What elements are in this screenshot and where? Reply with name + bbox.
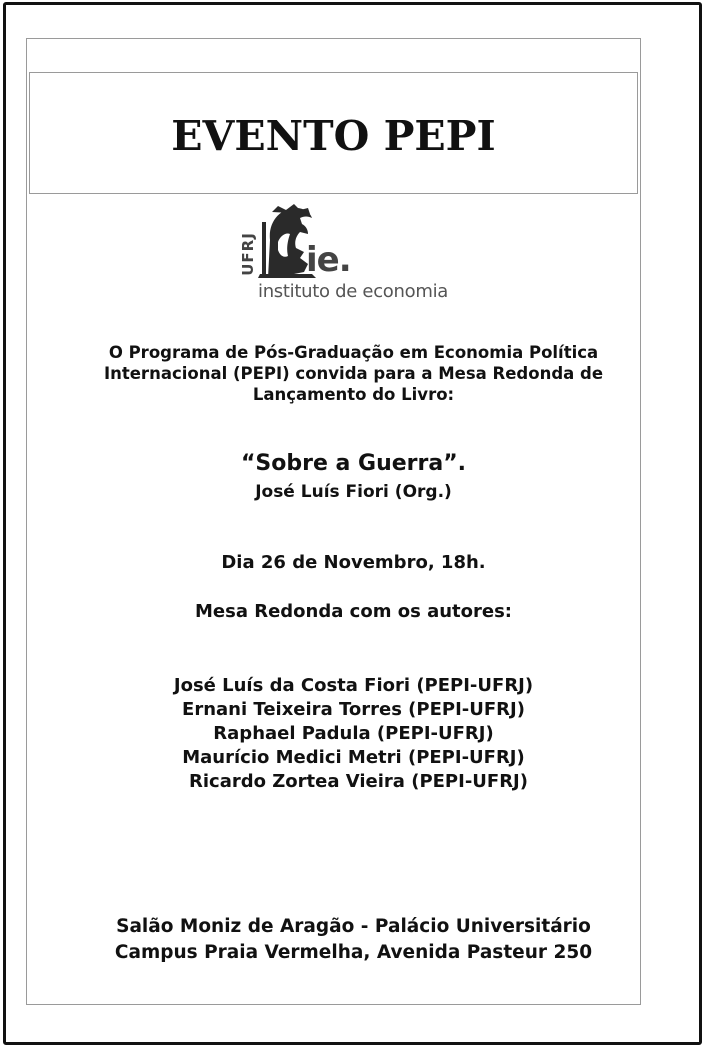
intro-line-3: Lançamento do Livro:: [252, 385, 455, 404]
venue: [0, 914, 707, 966]
event-title: EVENTO PEPI: [171, 112, 496, 160]
logo-caption: instituto de economia: [258, 281, 448, 302]
venue-line-2: Campus Praia Vermelha, Avenida Pasteur 250: [114, 942, 593, 963]
intro-line-2: Internacional (PEPI) convida para a Mesa Redonda de: [103, 364, 604, 383]
book-title: “Sobre a Guerra”.: [240, 451, 467, 476]
author-item: Ricardo Zortea Vieira (PEPI-UFRJ): [189, 771, 528, 792]
ufrj-logo-text: UFRJ: [238, 232, 257, 276]
author-list: [0, 674, 707, 794]
venue-line-1: Salão Moniz de Aragão - Palácio Universitário: [116, 916, 591, 937]
intro-line-1: O Programa de Pós-Graduação em Economia Política: [108, 343, 599, 362]
event-date: Dia 26 de Novembro, 18h.: [221, 552, 486, 573]
author-item: José Luís da Costa Fiori (PEPI-UFRJ): [173, 675, 534, 696]
intro-text: [0, 342, 707, 405]
panel-heading: Mesa Redonda com os autores:: [194, 601, 512, 622]
author-item: Ernani Teixeira Torres (PEPI-UFRJ): [182, 699, 525, 720]
book-editor: José Luís Fiori (Org.): [255, 482, 452, 502]
author-item: Raphael Padula (PEPI-UFRJ): [213, 723, 494, 744]
author-item: Maurício Medici Metri (PEPI-UFRJ): [182, 747, 525, 768]
title-box: [29, 72, 638, 194]
ie-logo-text: ie.: [306, 240, 351, 280]
